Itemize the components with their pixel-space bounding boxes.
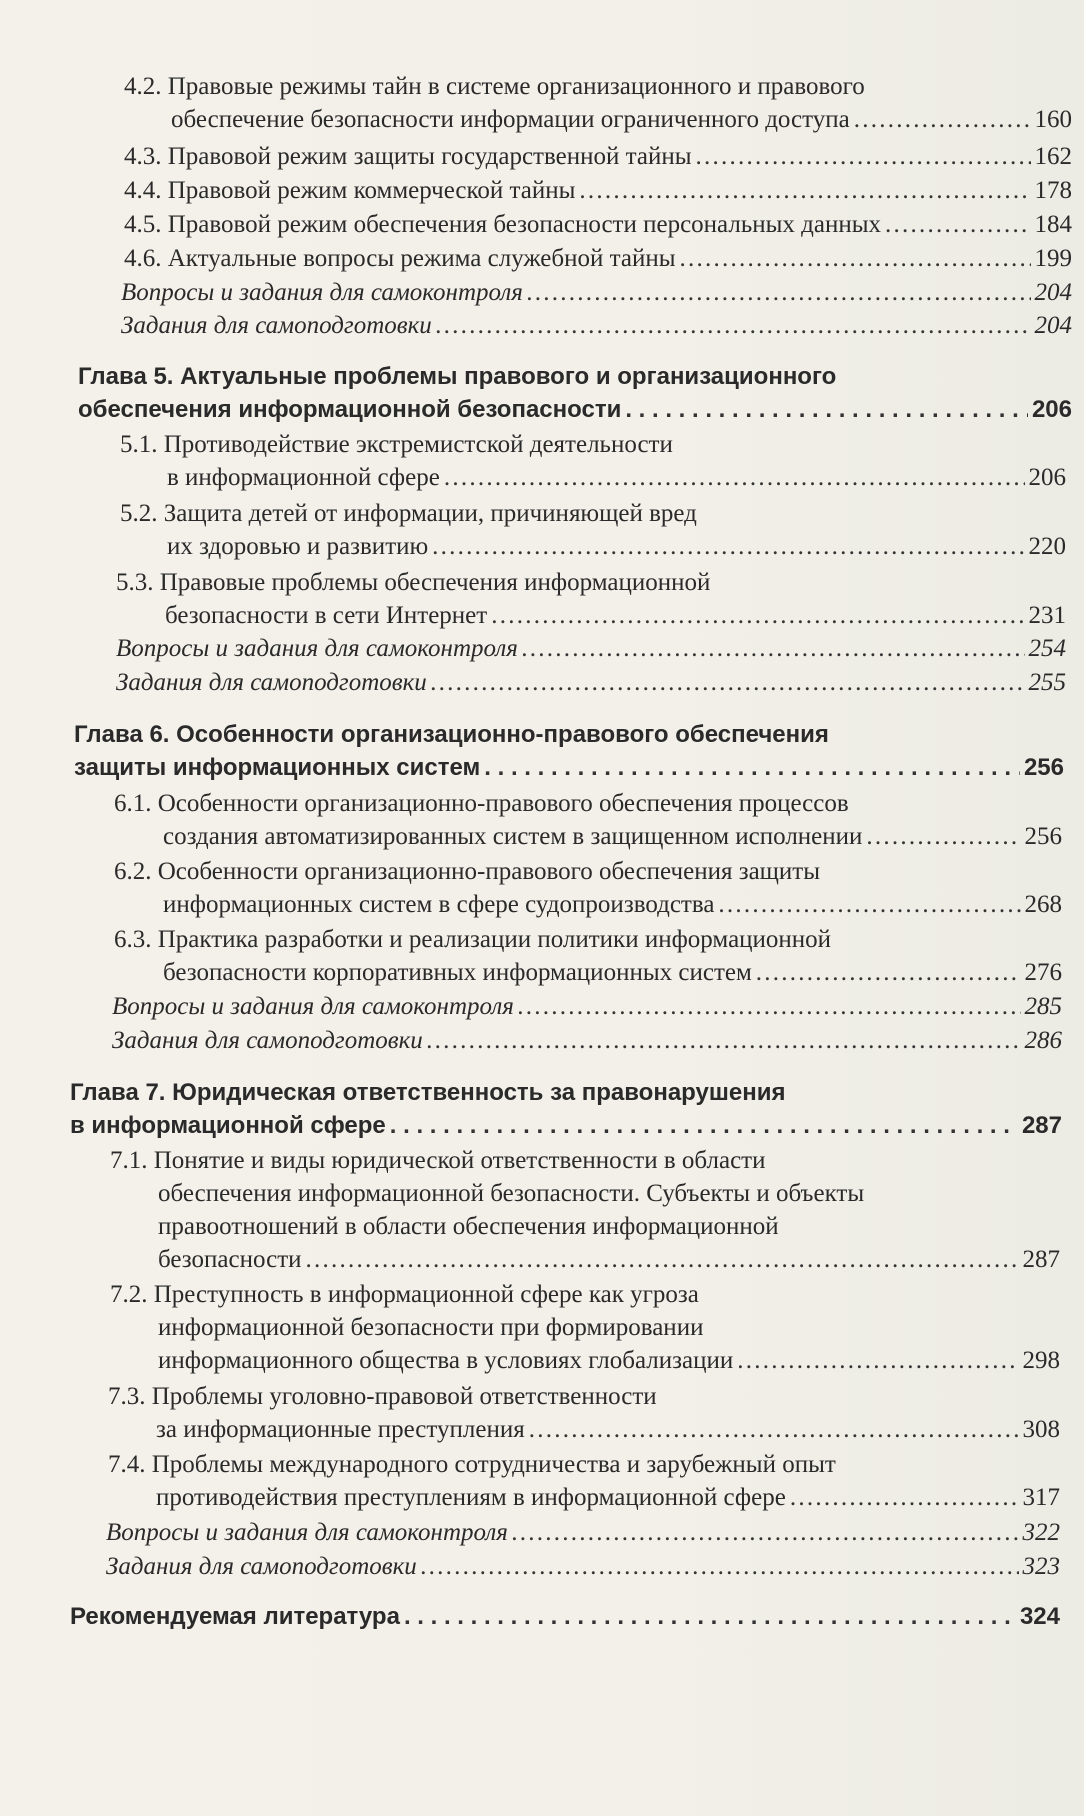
toc-page-number: 178 xyxy=(1034,177,1072,204)
toc-line xyxy=(0,1550,1060,1583)
toc-section xyxy=(0,787,1062,853)
toc-line xyxy=(0,103,1072,136)
toc-entry-title: безопасности корпоративных информационных систем xyxy=(163,959,752,986)
toc-entry-title: Глава 7. Юридическая ответственность за правонарушения xyxy=(70,1079,786,1106)
toc-exercise-entry xyxy=(0,1024,1062,1057)
toc-line xyxy=(0,530,1066,563)
toc-entry-title: 4.6. Актуальные вопросы режима служебной тайны xyxy=(124,245,676,272)
toc-page-number: 220 xyxy=(1028,533,1066,560)
dot-leader xyxy=(756,956,1021,989)
dot-leader xyxy=(306,1243,1019,1276)
toc-page-number: 308 xyxy=(1022,1416,1060,1443)
toc-line xyxy=(0,1278,1060,1311)
toc-section xyxy=(0,1144,1060,1276)
toc-line xyxy=(0,1600,1060,1633)
toc-page-number: 285 xyxy=(1024,993,1062,1020)
toc-chapter xyxy=(0,718,1064,784)
toc-page-number: 254 xyxy=(1028,635,1066,662)
toc-chapter xyxy=(0,360,1072,426)
toc-line xyxy=(0,718,1064,751)
toc-entry-title: Рекомендуемая литература xyxy=(70,1603,400,1630)
toc-chapter xyxy=(0,1600,1060,1633)
toc-entry-title: 6.2. Особенности организационно-правового обеспечения защиты xyxy=(114,858,821,885)
toc-line xyxy=(0,174,1072,207)
toc-line xyxy=(0,1380,1060,1413)
toc-line xyxy=(0,428,1066,461)
toc-entry-title: Глава 5. Актуальные проблемы правового и организационного xyxy=(78,363,837,390)
toc-entry-title: обеспечение безопасности информации ограниченного доступа xyxy=(171,106,850,133)
dot-leader xyxy=(854,103,1031,136)
toc-line xyxy=(0,888,1062,921)
toc-entry-title: 4.3. Правовой режим защиты государственной тайны xyxy=(124,143,692,170)
toc-section xyxy=(0,566,1066,632)
toc-entry-title: 5.2. Защита детей от информации, причиняющей вред xyxy=(120,500,697,527)
toc-chapter xyxy=(0,1076,1062,1142)
toc-line xyxy=(0,632,1066,665)
toc-entry-title: информационного общества в условиях глобализации xyxy=(158,1347,734,1374)
toc-exercise-entry xyxy=(0,1550,1060,1583)
toc-entry-title: безопасности в сети Интернет xyxy=(165,602,488,629)
toc-page-number: 204 xyxy=(1034,312,1072,339)
dot-leader xyxy=(790,1481,1019,1514)
toc-line xyxy=(0,1076,1062,1109)
toc-entry-title: 4.4. Правовой режим коммерческой тайны xyxy=(124,177,576,204)
toc-line xyxy=(0,990,1062,1023)
toc-exercise-entry xyxy=(0,632,1066,665)
toc-entry-title: обеспечения информационной безопасности xyxy=(78,396,622,423)
dot-leader xyxy=(427,1024,1021,1057)
toc-line xyxy=(0,461,1066,494)
toc-page-number: 324 xyxy=(1019,1603,1060,1630)
toc-page-number: 204 xyxy=(1034,279,1072,306)
toc-entry-title: 6.3. Практика разработки и реализации политики информационной xyxy=(114,926,832,953)
toc-page-number: 323 xyxy=(1022,1553,1060,1580)
toc-section xyxy=(0,208,1072,241)
toc-section xyxy=(0,242,1072,275)
toc-exercise-entry xyxy=(0,276,1072,309)
toc-entry-title: информационной безопасности при формировании xyxy=(158,1314,704,1341)
toc-entry-title: безопасности xyxy=(158,1246,302,1273)
toc-section xyxy=(0,70,1072,136)
dot-leader xyxy=(529,1413,1019,1446)
toc-line xyxy=(0,360,1072,393)
toc-section xyxy=(0,428,1066,494)
toc-line xyxy=(0,309,1072,342)
dot-leader xyxy=(436,309,1031,342)
toc-section xyxy=(0,174,1072,207)
toc-line xyxy=(0,1448,1060,1481)
toc-entry-title: Задания для самоподготовки xyxy=(106,1553,417,1580)
toc-entry-title: Задания для самоподготовки xyxy=(112,1027,423,1054)
toc-page-number: 256 xyxy=(1024,823,1062,850)
dot-leader xyxy=(421,1550,1019,1583)
toc-page-number: 276 xyxy=(1024,959,1062,986)
toc-entry-title: 7.4. Проблемы международного сотрудничества и зарубежный опыт xyxy=(108,1451,836,1478)
dot-leader xyxy=(625,393,1028,427)
toc-exercise-entry xyxy=(0,1516,1060,1549)
toc-line xyxy=(0,1109,1062,1142)
toc-section xyxy=(0,497,1066,563)
dot-leader xyxy=(432,530,1024,563)
dot-leader xyxy=(491,599,1024,632)
dot-leader xyxy=(404,1600,1016,1634)
toc-page-number: 322 xyxy=(1022,1519,1060,1546)
toc-page-number: 199 xyxy=(1034,245,1072,272)
toc-entry-title: противодействия преступлениям в информационной сфере xyxy=(156,1484,786,1511)
toc-line xyxy=(0,140,1072,173)
toc-page-number: 184 xyxy=(1034,211,1072,238)
dot-leader xyxy=(512,1516,1019,1549)
toc-line xyxy=(0,956,1062,989)
toc-line xyxy=(0,497,1066,530)
toc-line xyxy=(0,1024,1062,1057)
toc-line xyxy=(0,1413,1060,1446)
toc-section xyxy=(0,1278,1060,1377)
toc-line xyxy=(0,1516,1060,1549)
toc-entry-title: 5.1. Противодействие экстремистской деятельности xyxy=(120,431,673,458)
dot-leader xyxy=(680,242,1031,275)
dot-leader xyxy=(579,174,1030,207)
toc-section xyxy=(0,1380,1060,1446)
toc-entry-title: за информационные преступления xyxy=(156,1416,525,1443)
toc-line xyxy=(0,566,1066,599)
toc-exercise-entry xyxy=(0,990,1062,1023)
toc-page-number: 298 xyxy=(1022,1347,1060,1374)
toc-page-number: 255 xyxy=(1028,669,1066,696)
toc-entry-title: Вопросы и задания для самоконтроля xyxy=(112,993,514,1020)
toc-page-number: 160 xyxy=(1034,106,1072,133)
toc-entry-title: 7.2. Преступность в информационной сфере как угроза xyxy=(110,1281,699,1308)
toc-section xyxy=(0,1448,1060,1514)
toc-line xyxy=(0,242,1072,275)
toc-line xyxy=(0,1243,1060,1276)
toc-page-number: 256 xyxy=(1023,754,1064,781)
dot-leader xyxy=(885,208,1030,241)
toc-section xyxy=(0,923,1062,989)
toc-line xyxy=(0,208,1072,241)
toc-entry-title: Вопросы и задания для самоконтроля xyxy=(121,279,523,306)
toc-entry-title: 7.1. Понятие и виды юридической ответственности в области xyxy=(110,1147,766,1174)
toc-line xyxy=(0,70,1072,103)
toc-entry-title: обеспечения информационной безопасности. Субъекты и объекты xyxy=(158,1180,865,1207)
dot-leader xyxy=(737,1344,1018,1377)
toc-entry-title: Вопросы и задания для самоконтроля xyxy=(106,1519,508,1546)
toc-page-number: 287 xyxy=(1021,1112,1062,1139)
toc-entry-title: Глава 6. Особенности организационно-правового обеспечения xyxy=(74,721,829,748)
toc-page-number: 162 xyxy=(1034,143,1072,170)
dot-leader xyxy=(522,632,1025,665)
toc-line xyxy=(0,923,1062,956)
toc-line xyxy=(0,1177,1060,1210)
dot-leader xyxy=(696,140,1031,173)
toc-line xyxy=(0,393,1072,426)
toc-section xyxy=(0,140,1072,173)
toc-page-number: 286 xyxy=(1024,1027,1062,1054)
dot-leader xyxy=(718,888,1020,921)
toc-line xyxy=(0,787,1062,820)
toc-line xyxy=(0,1210,1060,1243)
toc-line xyxy=(0,1144,1060,1177)
dot-leader xyxy=(390,1109,1018,1143)
dot-leader xyxy=(484,751,1020,785)
toc-entry-title: информационных систем в сфере судопроизводства xyxy=(163,891,715,918)
toc-page-number: 231 xyxy=(1028,602,1066,629)
toc-entry-title: в информационной сфере xyxy=(70,1112,386,1139)
toc-line xyxy=(0,751,1064,784)
toc-line xyxy=(0,1344,1060,1377)
dot-leader xyxy=(518,990,1021,1023)
toc-entry-title: 7.3. Проблемы уголовно-правовой ответственности xyxy=(108,1383,657,1410)
toc-page-number: 206 xyxy=(1028,464,1066,491)
toc-entry-title: в информационной сфере xyxy=(167,464,440,491)
toc-exercise-entry xyxy=(0,309,1072,342)
toc-page-number: 268 xyxy=(1024,891,1062,918)
toc-page-number: 317 xyxy=(1022,1484,1060,1511)
toc-entry-title: создания автоматизированных систем в защищенном исполнении xyxy=(163,823,863,850)
toc-entry-title: защиты информационных систем xyxy=(74,754,481,781)
toc-line xyxy=(0,820,1062,853)
toc-line xyxy=(0,599,1066,632)
toc-page-number: 287 xyxy=(1022,1246,1060,1273)
toc-page-number: 206 xyxy=(1031,396,1072,423)
toc-line xyxy=(0,1311,1060,1344)
toc-entry-title: 5.3. Правовые проблемы обеспечения информационной xyxy=(116,569,711,596)
toc-entry-title: их здоровью и развитию xyxy=(167,533,429,560)
toc-entry-title: Вопросы и задания для самоконтроля xyxy=(116,635,518,662)
toc-line xyxy=(0,1481,1060,1514)
toc-entry-title: правоотношений в области обеспечения информационной xyxy=(158,1213,779,1240)
toc-exercise-entry xyxy=(0,666,1066,699)
dot-leader xyxy=(866,820,1020,853)
dot-leader xyxy=(431,666,1025,699)
toc-entry-title: 4.2. Правовые режимы тайн в системе организационного и правового xyxy=(124,73,865,100)
dot-leader xyxy=(444,461,1025,494)
toc-entry-title: 6.1. Особенности организационно-правового обеспечения процессов xyxy=(114,790,849,817)
toc-entry-title: Задания для самоподготовки xyxy=(116,669,427,696)
toc-section xyxy=(0,855,1062,921)
dot-leader xyxy=(527,276,1031,309)
toc-entry-title: Задания для самоподготовки xyxy=(121,312,432,339)
toc-line xyxy=(0,855,1062,888)
toc-entry-title: 4.5. Правовой режим обеспечения безопасности персональных данных xyxy=(124,211,882,238)
toc-line xyxy=(0,666,1066,699)
toc-line xyxy=(0,276,1072,309)
